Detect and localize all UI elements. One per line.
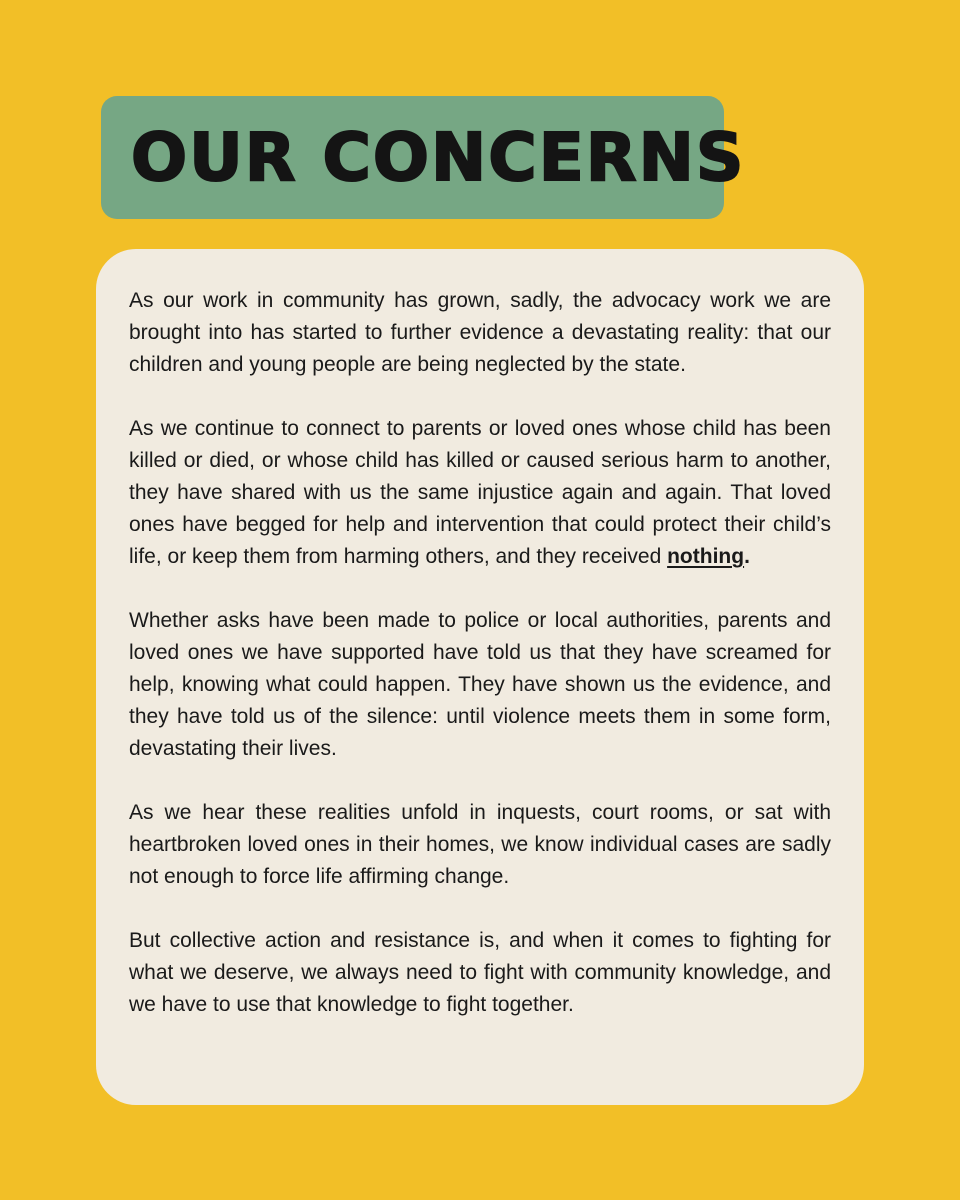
paragraph-5: But collective action and resistance is, and when it comes to fighting for what we deserve, we always need to fight with community knowledge, and we have to use that knowledge to fight together. [129,929,831,1016]
title-banner [101,96,746,219]
paragraph-2-text: As we continue to connect to parents or loved ones whose child has been killed or died, or whose child has killed or caused serious harm to another, they have shared with us the same injustice again and again. That loved ones have begged for help and intervention that could protect their child’s life, or keep them from harming others, and they received [129,417,831,568]
paragraph-1: As our work in community has grown, sadly, the advocacy work we are brought into has started to further evidence a devastating reality: that our children and young people are being neglected by the state. [129,289,831,376]
page-title: OUR CONCERNS [131,118,746,196]
emphasis-punct: . [744,545,750,568]
emphasis-word: nothing [667,545,745,568]
paragraph-4: As we hear these realities unfold in inquests, court rooms, or sat with heartbroken loved ones in their homes, we know individual cases are sadly not enough to force life affirming change. [129,801,831,888]
paragraph-3: Whether asks have been made to police or local authorities, parents and loved ones we have supported have told us that they have screamed for help, knowing what could happen. They have shown us the evidence, and they have told us of the silence: until violence meets them in some form, devastating their lives. [129,609,831,760]
content-card [96,249,864,1105]
paragraph-2 [129,413,831,573]
emphasis-nothing [667,545,750,568]
